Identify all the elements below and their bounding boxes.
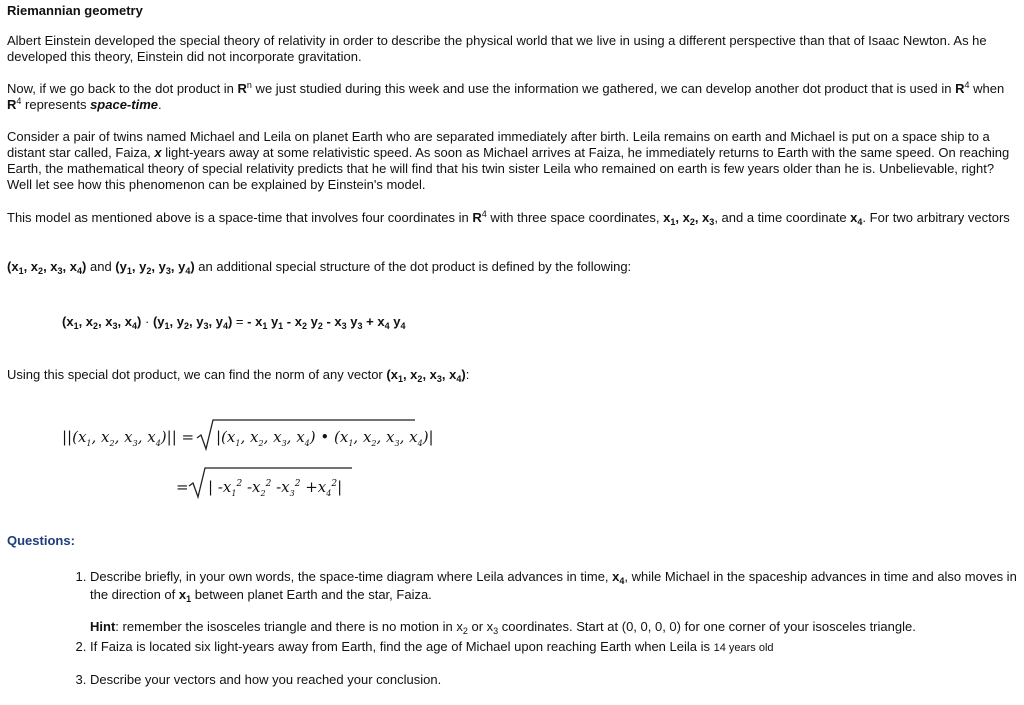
question-1: 1. Describe briefly, in your own words, the space-time diagram where Leila advances in time, $x_4$, while Michael in the spaceship advances in time and also moves in the direction of $x_1$ between planet Earth and the star, Faiza. Hint: remember the isosceles triangle and there is no motion in $x_2$ or $x_3$ coordinates. Start at (0, 0, 0, 0) for one corner of your isosceles triangle. (90, 568, 1024, 636)
vectors-line: ($x_1$, $x_2$, $x_3$, $x_4$) and ($y_1$, $y_2$, $y_3$, $y_4$) an additional special structure of the dot product is defined by the following: (7, 259, 632, 276)
intro-paragraph: Albert Einstein developed the special theory of relativity in order to describe the physical world that we live in using a different perspective than that of Isaac Newton. As he developed this theory, Einstein did not incorporate gravitation. (7, 33, 987, 64)
twins-paragraph: Consider a pair of twins named Michael and Leila on planet Earth who are separated immediately after birth. Leila remains on earth and Michael is put on a space ship to a distant star called, Faiza, x light-years away at some relativistic speed. As soon as Michael arrives at Faiza, he immediately returns to Earth with the same speed. On reaching Earth, the mathematical theory of special relativity predicts that he will find that his twin sister Leila who remained on earth is few years older than he is. Unbelievable, right? Well let see how this phenomenon can be explained by Einstein's model. (7, 129, 1010, 192)
document-page: Riemannian geometry Albert Einstein developed the special theory of relativity in order to describe the physical world that we live in using a different perspective than that of Isaac Newton. As he developed this theory, Einstein did not incorporate gravitation. Now, if we go back to the dot product in $R^n$ we just studied during this week and use the information we gathered, we can develop another dot product that is used in $R^4$ when $R^4$ represents space-time. Consider a pair of twins named Michael and Leila on planet Earth who are separated immediately after birth. Leila remains on earth and Michael is put on a space ship to a distant star called, Faiza, x light-years away at some relativistic speed. As soon as Michael arrives at Faiza, he immediately returns to Earth with the same speed. On reaching Earth, the mathematical theory of special relativity predicts that he will find that his twin sister Leila who remained on earth is few years older than he is. Unbelievable, right? Well let see how this phenomenon can be explained by Einstein's model. This model as mentioned above is a space-time that involves four coordinates in $R^4$ with three space coordinates, $x_1$, $x_2$, $x_3$, and a time coordinate $x_4$. For two arbitrary vectors ($x_1$, $x_2$, $x_3$, $x_4$) and ($y_1$, $y_2$, $y_3$, $y_4$) an additional special structure of the dot product is defined by the following: ($x_1$, $x_2$, $x_3$, $x_4) \cdot (y_1$, $y_2$, $y_3$, $y_4$) = - $x_1$ $y_1 - x_2$ $y_2 - x_3$ $y_3 + x_4$ $y_4$ Using this special dot product, we can find the norm of any vector ($x_1$, $x_2$, $x_3$, $x_4$): $||(x_1$, $x_2$, $x_3$, $x_4)||$ = $|(x_1$, $x_2$, $x_3$, $x_4$) • ($x_1$, $x_2$, $x_3$, $x_4)|$ = | $-x_1^2$ $-x_2^2$ $-x_3^2 +x_4^2|$ Questions: 1. Describe briefly, in your own words, the space-time diagram where Leila advances in time, $x_4$, while Michael in the spaceship advances in time and also moves in the direction of $x_1$ between planet Earth and the star, Faiza. Hint: remember the isosceles triangle and there is no motion in $x_2$ or $x_3$ coordinates. Start at (0, 0, 0, 0) for one corner of your isosceles triangle. 2. If Faiza is located six light-years away from Earth, find the age of Michael upon reaching Earth when Leila is 14 years old 3. Describe your vectors and how you reached your conclusion. (0, 0, 1024, 705)
dot-product-paragraph: Now, if we go back to the dot product in $R^n$ we just studied during this week and use the information we gathered, we can develop another dot product that is used in $R^4$ when $R^4$ represents space-time. (7, 80, 1005, 112)
page-title: Riemannian geometry (7, 3, 143, 18)
questions-list (56, 568, 1024, 689)
question-3: 3. Describe your vectors and how you reached your conclusion. (90, 671, 1024, 689)
questions-heading: Questions: (7, 533, 75, 548)
norm-intro: Using this special dot product, we can find the norm of any vector ($x_1$, $x_2$, $x_3$, $x_4$): (7, 367, 470, 384)
special-dot-product-formula: ($x_1$, $x_2$, $x_3$, $x_4) \cdot (y_1$, $y_2$, $y_3$, $y_4$) = - $x_1$ $y_1 - x_2$ $y_2 - x_3$ $y_3 + x_4$ $y_4$ (62, 314, 406, 331)
question-2: 2. If Faiza is located six light-years away from Earth, find the age of Michael upon reaching Earth when Leila is 14 years old (90, 638, 1024, 657)
model-paragraph: This model as mentioned above is a space-time that involves four coordinates in $R^4$ with three space coordinates, $x_1$, $x_2$, $x_3$, and a time coordinate $x_4$. For two arbitrary vectors (7, 209, 1010, 227)
hint: Hint: remember the isosceles triangle and there is no motion in $x_2$ or $x_3$ coordinates. Start at (0, 0, 0, 0) for one corner of your isosceles triangle. (90, 619, 916, 636)
